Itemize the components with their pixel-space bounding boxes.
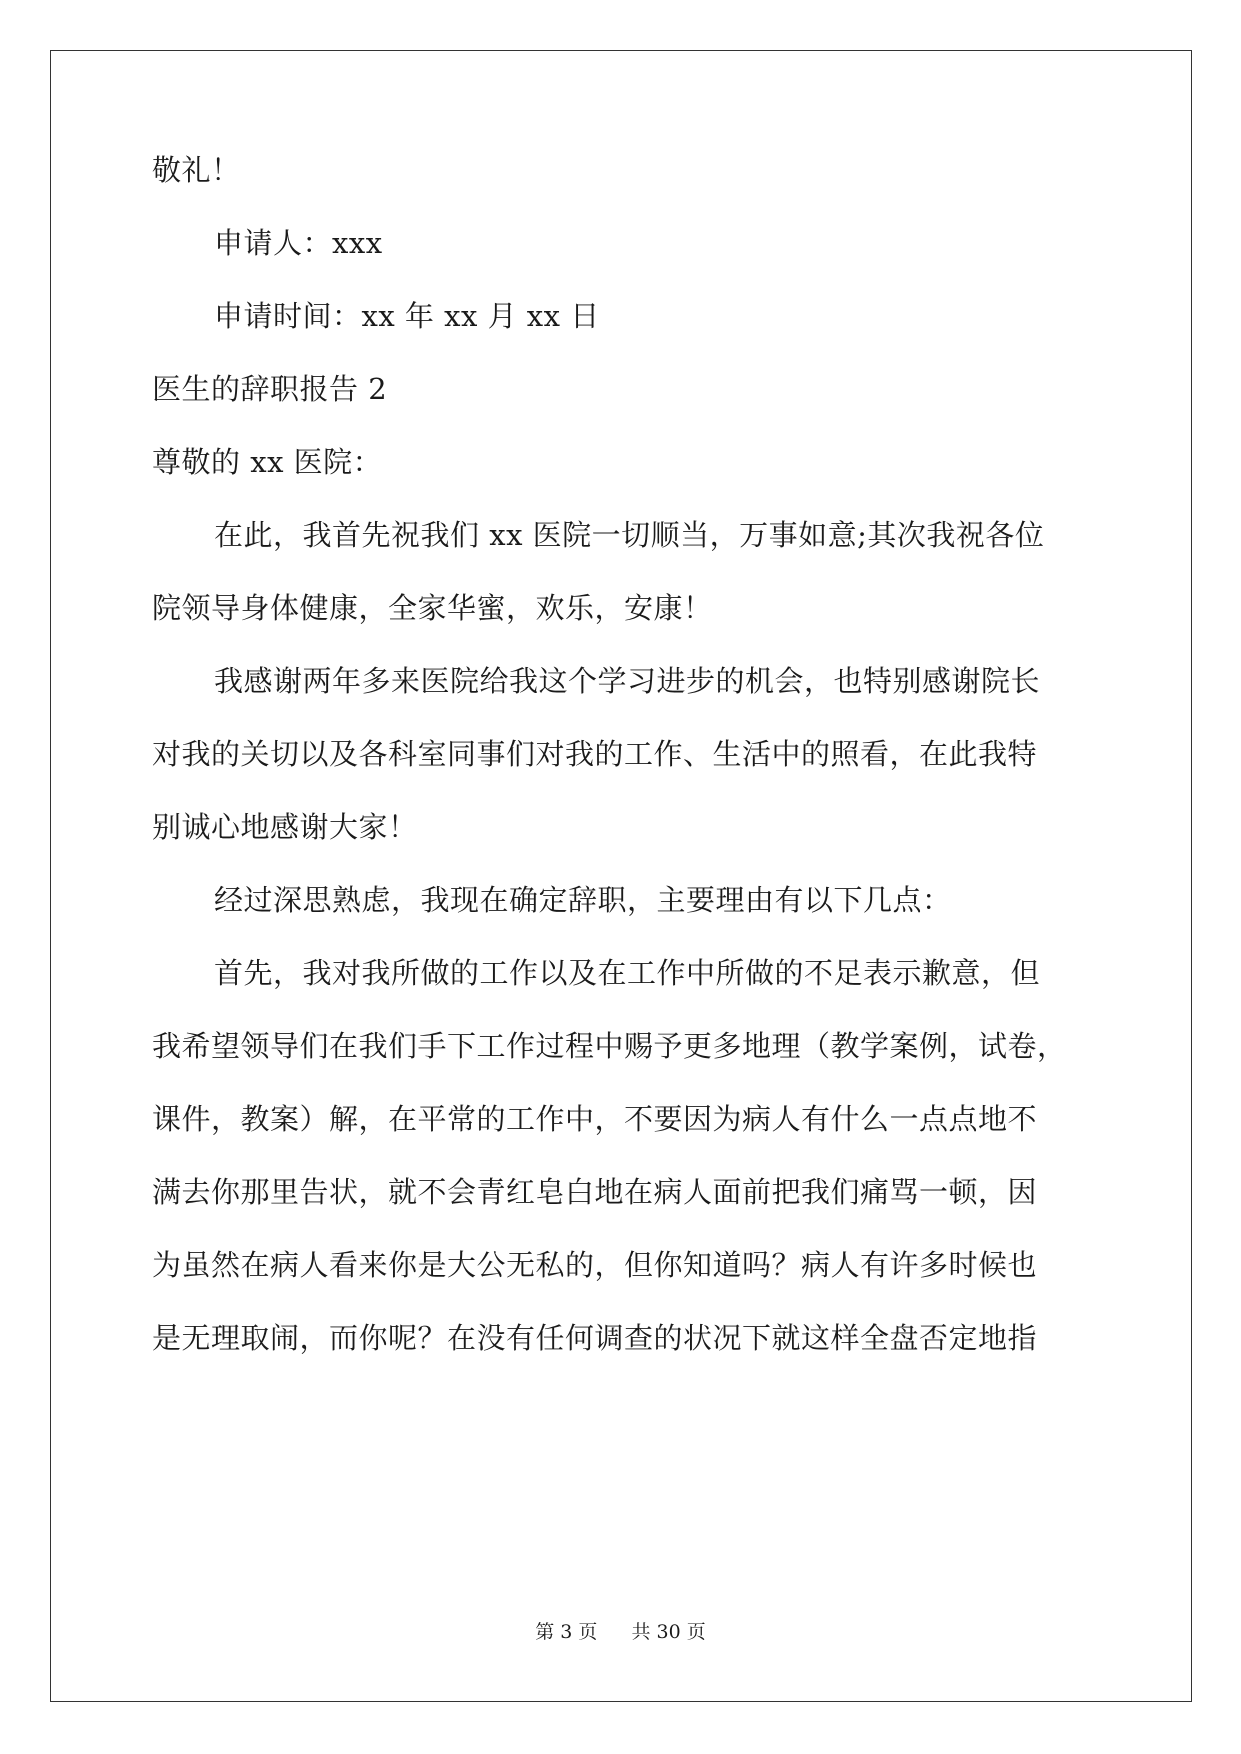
text-line: 我感谢两年多来医院给我这个学习进步的机会，也特别感谢院长 — [214, 664, 1041, 698]
text-line: 经过深思熟虑，我现在确定辞职，主要理由有以下几点： — [214, 883, 952, 917]
text-line: 是无理取闹，而你呢？在没有任何调查的状况下就这样全盘否定地指 — [152, 1321, 1038, 1355]
text-line: 为虽然在病人看来你是大公无私的，但你知道吗？病人有许多时候也 — [152, 1248, 1038, 1282]
text-line: 满去你那里告状，就不会青红皂白地在病人面前把我们痛骂一顿，因 — [152, 1175, 1038, 1209]
text-line: 对我的关切以及各科室同事们对我的工作、生活中的照看，在此我特 — [152, 737, 1038, 771]
text-line: 申请人：xxx — [214, 226, 383, 260]
page-total: 共 30 页 — [631, 1621, 706, 1643]
text-line: 我希望领导们在我们手下工作过程中赐予更多地理（教学案例，试卷， — [152, 1029, 1067, 1063]
salutation: 尊敬的 xx 医院： — [152, 445, 383, 479]
text-line: 首先，我对我所做的工作以及在工作中所做的不足表示歉意，但 — [214, 956, 1041, 990]
text-line: 在此，我首先祝我们 xx 医院一切顺当，万事如意;其次我祝各位 — [214, 518, 1045, 552]
section-heading: 医生的辞职报告 2 — [152, 372, 388, 406]
text-line: 敬礼！ — [152, 153, 241, 187]
text-line: 课件，教案）解，在平常的工作中，不要因为病人有什么一点点地不 — [152, 1102, 1038, 1136]
page-footer — [0, 1620, 1241, 1644]
text-line: 申请时间：xx 年 xx 月 xx 日 — [214, 299, 600, 333]
text-line: 别诚心地感谢大家！ — [152, 810, 418, 844]
page-number: 第 3 页 — [535, 1621, 598, 1643]
text-line: 院领导身体健康，全家华蜜，欢乐，安康！ — [152, 591, 713, 625]
